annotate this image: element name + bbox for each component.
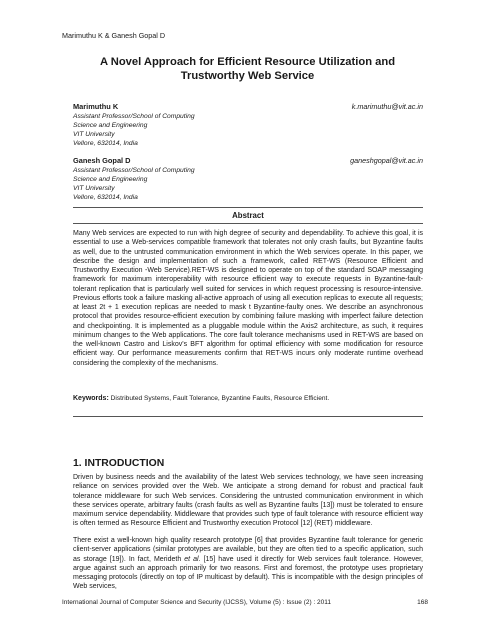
paper-title <box>40 56 455 83</box>
intro-paragraph-1: Driven by business needs and the availability of the latest Web services technology, we have seen increasing reliance on services provided over the Web. We anticipate a strong demand for robust and practical fault tolerance middleware for such Web services. Considering the untrusted communication environment in which these services operate, arbitrary faults (crash faults as well as Byzantine faults [13]) must be tolerated to ensure maximum service dependability. Middleware that provides such type of fault tolerance with resource efficient way is often termed as Resource Efficient and Trustworthy execution Protocol [12] (RET) middleware. <box>73 474 423 528</box>
keywords-label: Keywords: <box>73 395 109 402</box>
author-affiliation-line: Science and Engineering <box>73 122 148 129</box>
page-footer <box>62 599 428 606</box>
footer-page-number: 168 <box>417 599 428 606</box>
author-affiliation-line: VIT University <box>73 185 115 192</box>
keywords-text: Distributed Systems, Fault Tolerance, Byzantine Faults, Resource Efficient. <box>110 395 330 402</box>
abstract-heading-rule <box>73 223 423 224</box>
intro-paragraph-2-part-b: [15] have used it directly for Web services fault tolerance. However, argue against such an approach primarily for two reasons. First and foremost, the prototype uses proprietary messaging protocols (directly on top of IP multicast by default). This is incompatible with the design principles of Web services, <box>73 555 423 591</box>
author-affiliation-line: VIT University <box>73 131 115 138</box>
author-block-1 <box>73 102 423 148</box>
author-affiliation-line: Science and Engineering <box>73 176 148 183</box>
title-line-2: Trustworthy Web Service <box>180 69 315 82</box>
author-name: Ganesh Gopal D <box>73 156 131 165</box>
author-block-2 <box>73 156 423 202</box>
author-email: k.marimuthu@vit.ac.in <box>351 102 423 111</box>
author-affiliation-line: Vellore, 632014, India <box>73 194 138 201</box>
section-heading-introduction: 1. INTRODUCTION <box>73 458 165 469</box>
abstract-top-rule <box>73 207 423 208</box>
running-head: Marimuthu K & Ganesh Gopal D <box>62 31 166 40</box>
author-email: ganeshgopal@vit.ac.in <box>350 156 423 165</box>
intro-paragraph-2 <box>73 536 423 592</box>
title-line-1: A Novel Approach for Efficient Resource Utilization and <box>99 56 396 68</box>
abstract-heading: Abstract <box>232 211 264 220</box>
intro-paragraph-2-part-a: There exist a well-known high quality research prototype [6] that provides Byzantine fault tolerance for generic client-server applications (similar prototypes are available, but they are often tied to a specific application, such as storage [19]). In fact, Merideth <box>73 537 423 563</box>
keywords <box>73 395 423 402</box>
author-affiliation-line: Assistant Professor/School of Computing <box>73 167 195 174</box>
author-affiliation-line: Assistant Professor/School of Computing <box>73 113 195 120</box>
intro-paragraph-2-italic: et al. <box>184 555 201 563</box>
abstract-text: Many Web services are expected to run with high degree of security and dependability. To achieve this goal, it is essential to use a Web-services compatible framework that tolerates not only crash faults, but Byzantine faults as well, due to the untrusted communication environment in which the Web services operate. In this paper, we describe the design and implementation of such a framework, called RET-WS (Resource Efficient and Trustworthy Execution -Web Service).RET-WS is designed to operate on top of the standard SOAP messaging framework for maximum interoperability with resource efficient way to execute requests in Byzantine-fault-tolerant replication that is particularly well suited for services in which request processing is resource-intensive. Previous efforts took a failure masking all-active approach of using all execution replicas to execute all requests; at least 2t + 1 execution replicas are needed to mask t Byzantine-faulty ones. We describe an asynchronous protocol that provides resource-efficient execution by combining failure masking with imperfect failure detection and checkpointing. It is implemented as a pluggable module within the Axis2 architecture, as such, it requires minimum changes to the Web applications. The core fault tolerance mechanisms used in RET-WS are based on the well-known Castro and Liskov's BFT algorithm for optimal efficiency with some modification for resource efficient way. Our performance measurements confirm that RET-WS incurs only moderate runtime overhead considering the complexity of the mechanisms. <box>73 230 423 367</box>
footer-journal: International Journal of Computer Science and Security (IJCSS), Volume (5) : Issue (2) : 2011 <box>62 599 332 606</box>
author-affiliation-line: Vellore, 632014, India <box>73 140 138 147</box>
author-name: Marimuthu K <box>73 102 119 111</box>
keywords-rule <box>73 416 423 417</box>
